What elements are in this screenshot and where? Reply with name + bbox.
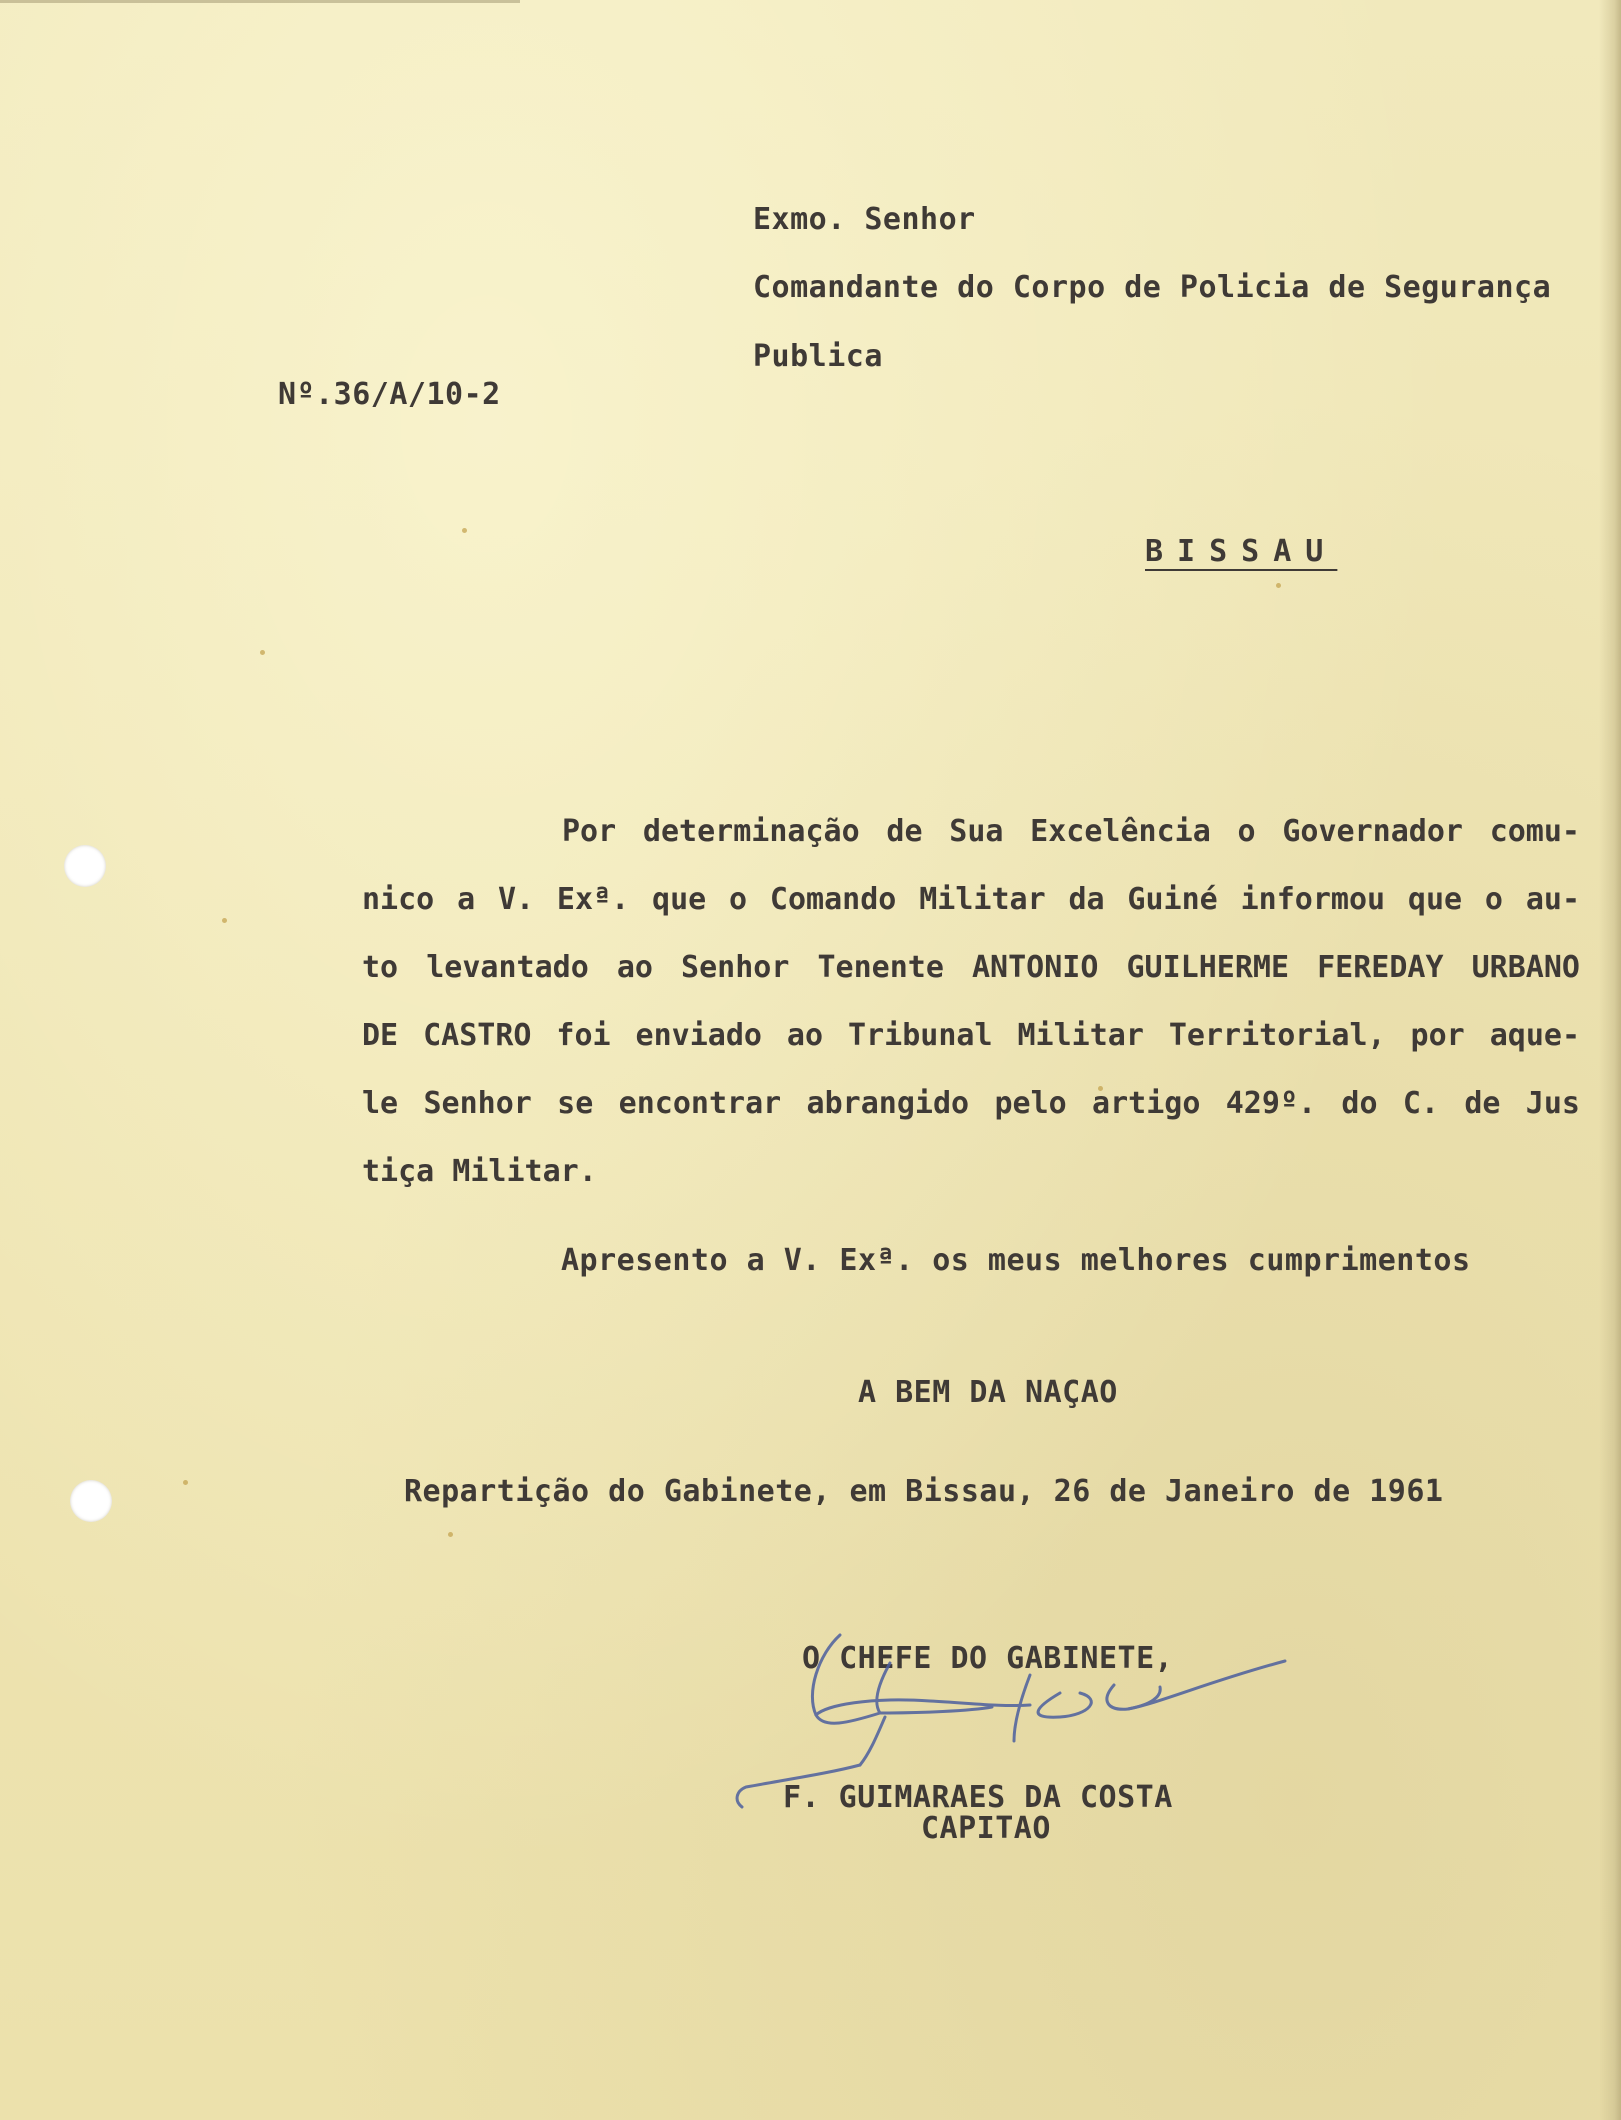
city-heading: BISSAU: [1145, 534, 1338, 569]
body-line: Por determinação de Sua Excelência o Governador comu-: [562, 814, 1580, 849]
paper-speck: [1276, 583, 1281, 588]
paper-speck: [448, 1532, 453, 1537]
addressee-title-continued: Publica: [753, 339, 883, 374]
motto: A BEM DA NAÇAO: [858, 1375, 1118, 1410]
signatory-rank: CAPITAO: [921, 1811, 1051, 1846]
closing-greeting: Apresento a V. Exª. os meus melhores cumprimentos: [561, 1243, 1471, 1278]
addressee-title: Comandante do Corpo de Policia de Segurança: [753, 270, 1552, 305]
reference-number: Nº.36/A/10-2: [278, 377, 501, 412]
body-line: DE CASTRO foi enviado ao Tribunal Militar Territorial, por aque-: [362, 1018, 1580, 1053]
paper-speck: [183, 1480, 188, 1485]
addressee-salutation: Exmo. Senhor: [753, 202, 976, 237]
body-line: le Senhor se encontrar abrangido pelo artigo 429º. do C. de Jus: [362, 1086, 1580, 1121]
letter-body: [362, 798, 1580, 1206]
paper-speck: [462, 528, 467, 533]
paper-speck: [260, 650, 265, 655]
body-line: nico a V. Exª. que o Comando Militar da Guiné informou que o au-: [362, 882, 1580, 917]
paper-right-edge: [1599, 0, 1621, 2120]
body-line: tiça Militar.: [362, 1154, 597, 1189]
place-and-date: Repartição do Gabinete, em Bissau, 26 de Janeiro de 1961: [404, 1474, 1444, 1509]
paper-speck: [222, 918, 227, 923]
signatory-role: O CHEFE DO GABINETE,: [802, 1641, 1174, 1676]
body-line: to levantado ao Senhor Tenente ANTONIO GUILHERME FEREDAY URBANO: [362, 950, 1580, 985]
punch-hole-top: [64, 845, 106, 887]
signatory-name: F. GUIMARAES DA COSTA: [783, 1780, 1173, 1815]
punch-hole-bottom: [70, 1480, 112, 1522]
paper-top-edge: [0, 0, 520, 3]
